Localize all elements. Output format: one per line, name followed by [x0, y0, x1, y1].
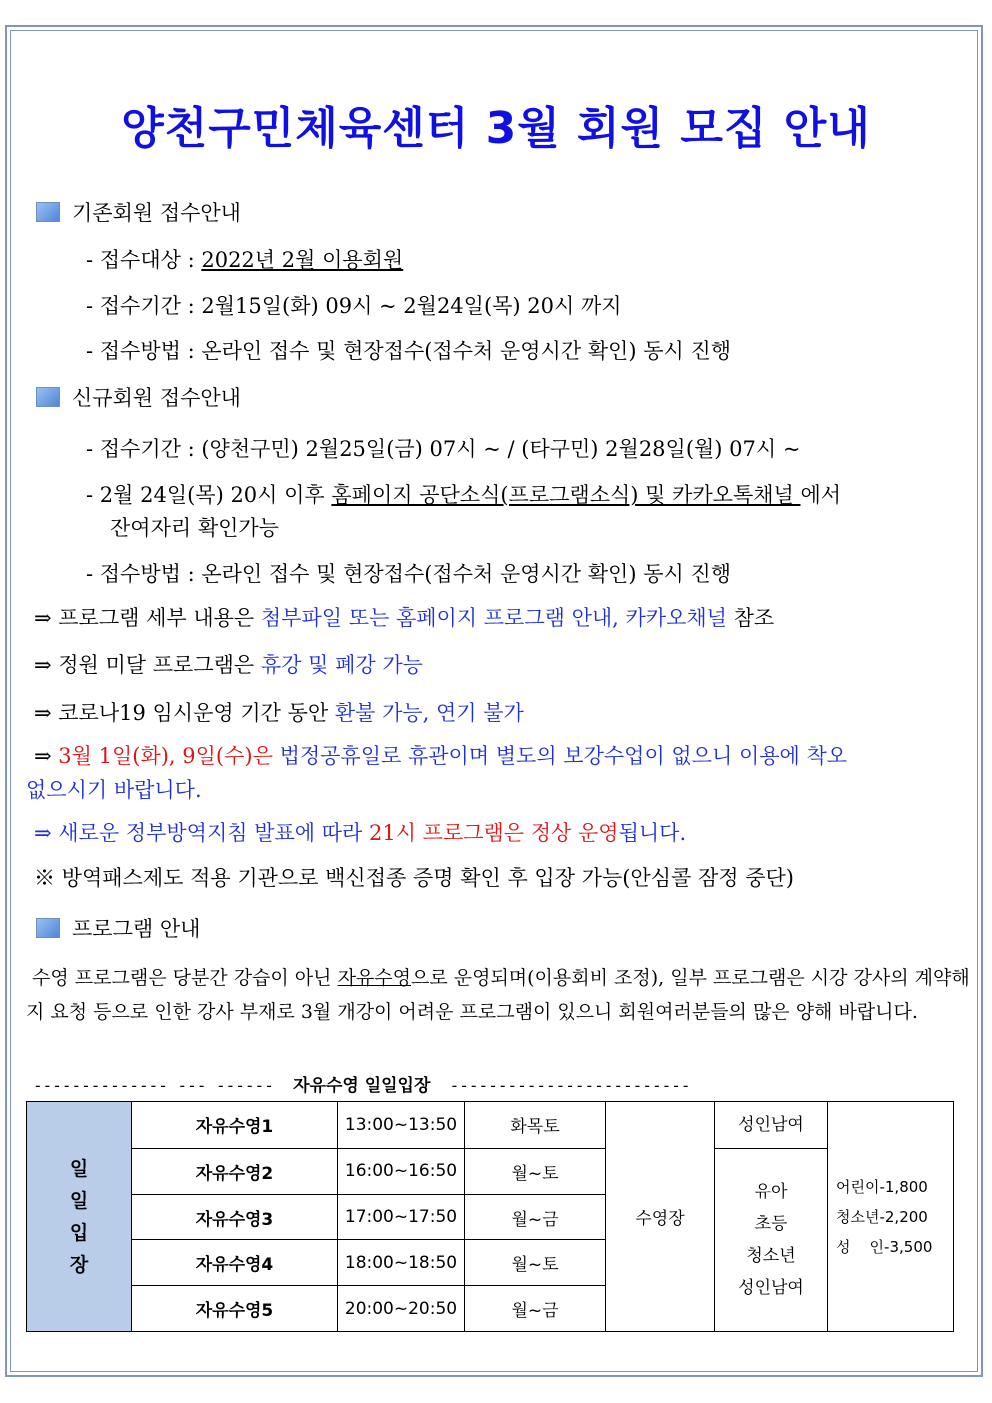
existing-method: - 접수방법 : 온라인 접수 및 현장접수(접수처 운영시간 확인) 동시 진행 — [86, 339, 732, 363]
new-method: - 접수방법 : 온라인 접수 및 현장접수(접수처 운영시간 확인) 동시 진행 — [86, 562, 732, 586]
daily-entry-table — [26, 1101, 954, 1332]
price-list: 어린이-1,800 청소년-2,200 성 인-3,500 — [828, 1102, 954, 1332]
note-cancellation: ⇒ 정원 미달 프로그램은 휴강 및 폐강 가능 — [34, 653, 423, 677]
program-name: 자유수영4 — [132, 1240, 338, 1286]
note-holiday-line2: 없으시기 바랍니다. — [26, 778, 202, 802]
program-place: 수영장 — [606, 1102, 715, 1332]
new-notice: - 2월 24일(목) 20시 이후 홈페이지 공단소식(프로그램소식) 및 카카오톡채널 에서 — [86, 483, 842, 507]
homepage-kakao-link: 홈페이지 공단소식(프로그램소식) 및 카카오톡채널 — [331, 483, 801, 507]
section-program-heading: 프로그램 안내 — [36, 915, 200, 943]
daily-entry-divider: -------------- --- ------ 자유수영 일일입장 ------------------------- — [33, 1076, 691, 1096]
existing-target: - 접수대상 : 2022년 2월 이용회원 — [86, 248, 404, 272]
square-bullet-icon — [36, 387, 60, 407]
section-existing-heading: 기존회원 접수안내 — [36, 199, 241, 227]
note-operation: ⇒ 새로운 정부방역지침 발표에 따라 21시 프로그램은 정상 운영됩니다. — [34, 821, 687, 845]
table-row — [27, 1102, 954, 1149]
note-details: ⇒ 프로그램 세부 내용은 첨부파일 또는 홈페이지 프로그램 안내, 카카오채널 참조 — [34, 606, 775, 630]
program-time: 18:00~18:50 — [338, 1240, 465, 1286]
new-period: - 접수기간 : (양천구민) 2월25일(금) 07시 ~ / (타구민) 2월28일(월) 07시 ~ — [86, 437, 801, 461]
program-days: 월~금 — [465, 1286, 606, 1332]
new-notice-line2: 잔여자리 확인가능 — [110, 516, 279, 540]
program-name: 자유수영1 — [132, 1102, 338, 1149]
program-days: 월~토 — [465, 1240, 606, 1286]
program-days: 월~금 — [465, 1194, 606, 1240]
section-new-heading: 신규회원 접수안내 — [36, 384, 241, 412]
program-name: 자유수영5 — [132, 1286, 338, 1332]
daily-entry-side-label: 일 일 입 장 — [27, 1102, 132, 1332]
target-adult: 성인남여 — [715, 1102, 828, 1149]
page-title: 양천구민체육센터 3월 회원 모집 안내 — [121, 103, 871, 154]
square-bullet-icon — [36, 918, 60, 938]
program-paragraph: 수영 프로그램은 당분간 강습이 아닌 자유수영으로 운영되며(이용회비 조정), 일부 프로그램은 시강 강사의 계약해지 요청 등으로 인한 강사 부재로 3월 개강이 어려운 프로그램이 있으니 회원여러분들의 많은 양해 바랍니다. — [26, 967, 970, 1023]
table-row — [27, 1148, 954, 1194]
program-time: 17:00~17:50 — [338, 1194, 465, 1240]
note-refund: ⇒ 코로나19 임시운영 기간 동안 환불 가능, 연기 불가 — [34, 701, 524, 725]
program-time: 13:00~13:50 — [338, 1102, 465, 1149]
note-holiday: ⇒ 3월 1일(화), 9일(수)은 법정공휴일로 휴관이며 별도의 보강수업이 없으니 이용에 착오 — [34, 744, 848, 768]
note-quarantine-pass: ※ 방역패스제도 적용 기관으로 백신접종 증명 확인 후 입장 가능(안심콜 잠정 중단) — [34, 866, 794, 890]
program-days: 화목토 — [465, 1102, 606, 1149]
program-name: 자유수영2 — [132, 1148, 338, 1194]
program-time: 16:00~16:50 — [338, 1148, 465, 1194]
target-groups: 유아 초등 청소년 성인남여 — [715, 1148, 828, 1331]
existing-period: - 접수기간 : 2월15일(화) 09시 ~ 2월24일(목) 20시 까지 — [86, 294, 622, 318]
program-time: 20:00~20:50 — [338, 1286, 465, 1332]
program-days: 월~토 — [465, 1148, 606, 1194]
program-name: 자유수영3 — [132, 1194, 338, 1240]
square-bullet-icon — [36, 202, 60, 222]
